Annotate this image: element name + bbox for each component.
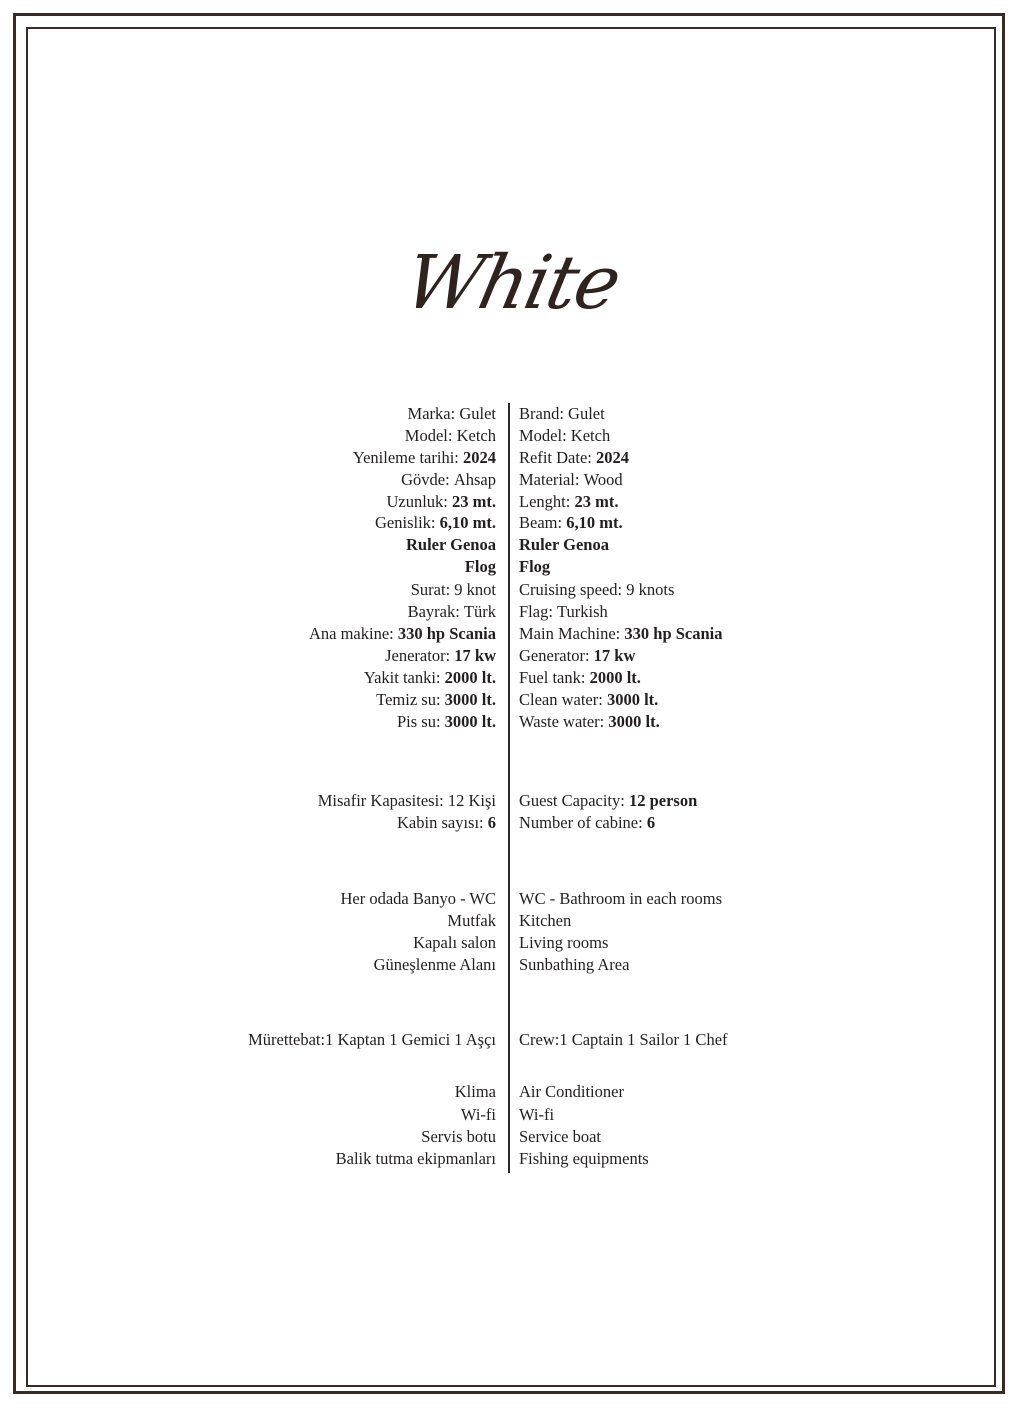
right-spec-row — [519, 469, 623, 491]
spec-value: Turkish — [557, 602, 608, 621]
spec-value: Ketch — [570, 426, 611, 445]
spec-value: Gulet — [568, 404, 605, 423]
left-spec-row — [375, 512, 496, 534]
spec-label: Kabin sayısı: — [397, 813, 484, 832]
right-spec-row — [519, 1104, 554, 1126]
spec-value: 6 — [646, 813, 656, 832]
spec-label: Gövde: — [401, 470, 450, 489]
spec-value: 6,10 mt. — [566, 513, 623, 532]
right-spec-row — [519, 954, 629, 976]
right-spec-row — [519, 667, 641, 689]
right-spec-row — [519, 447, 629, 469]
spec-value: Flog — [464, 557, 496, 576]
right-spec-row — [519, 534, 609, 556]
left-spec-row — [318, 790, 496, 812]
spec-label: Yakit tanki: — [363, 668, 441, 687]
left-spec-row — [248, 1029, 496, 1051]
right-spec-row — [519, 1148, 649, 1170]
right-spec-row — [519, 1081, 624, 1103]
spec-value: Sunbathing Area — [519, 955, 630, 974]
spec-label: Pis su: — [396, 712, 441, 731]
column-divider — [508, 403, 510, 1173]
left-spec-row — [465, 556, 496, 578]
right-spec-row — [519, 1126, 601, 1148]
spec-value: Fishing equipments — [519, 1149, 649, 1168]
left-spec-row — [408, 403, 496, 425]
spec-value: Flog — [519, 557, 551, 576]
spec-label: Cruising speed: — [519, 580, 623, 599]
left-spec-row — [411, 579, 496, 601]
spec-value: 2024 — [595, 448, 629, 467]
spec-value: 9 knot — [454, 580, 496, 599]
spec-label: Main Machine: — [519, 624, 621, 643]
left-spec-row — [376, 689, 496, 711]
spec-label: Guest Capacity: — [519, 791, 625, 810]
right-spec-row — [519, 888, 722, 910]
spec-value: Service boat — [519, 1127, 602, 1146]
spec-value: 12 person — [628, 791, 698, 810]
left-spec-row — [406, 534, 496, 556]
spec-value: 3000 lt. — [608, 712, 660, 731]
spec-value: Wi-fi — [460, 1105, 496, 1124]
spec-value: 17 kw — [454, 646, 496, 665]
spec-value: Crew:1 Captain 1 Sailor 1 Chef — [519, 1030, 728, 1049]
spec-label: Marka: — [407, 404, 456, 423]
spec-label: Material: — [519, 470, 580, 489]
left-spec-row — [341, 888, 497, 910]
right-spec-row — [519, 932, 608, 954]
spec-label: Model: — [404, 426, 453, 445]
left-spec-row — [336, 1148, 496, 1170]
left-spec-row — [385, 645, 496, 667]
spec-value: Ahsap — [453, 470, 496, 489]
spec-label: Clean water: — [519, 690, 603, 709]
spec-label: Waste water: — [519, 712, 605, 731]
spec-value: 9 knots — [626, 580, 675, 599]
spec-label: Generator: — [519, 646, 590, 665]
right-spec-row — [519, 512, 623, 534]
right-spec-row — [519, 790, 697, 812]
spec-label: Genislik: — [375, 513, 436, 532]
spec-label: Fuel tank: — [519, 668, 586, 687]
spec-label: Temiz su: — [376, 690, 441, 709]
spec-value: Servis botu — [421, 1127, 496, 1146]
right-spec-row — [519, 556, 550, 578]
spec-value: Mürettebat:1 Kaptan 1 Gemici 1 Aşçı — [248, 1030, 496, 1049]
page-title: White — [397, 240, 627, 326]
left-spec-row — [421, 1126, 496, 1148]
spec-label: Lenght: — [519, 492, 571, 511]
left-spec-row — [364, 667, 496, 689]
spec-value: Gulet — [459, 404, 496, 423]
spec-value: Ruler Genoa — [406, 535, 496, 554]
spec-value: 330 hp Scania — [624, 624, 723, 643]
spec-value: Türk — [463, 602, 496, 621]
spec-value: Mutfak — [447, 911, 496, 930]
spec-value: 6,10 mt. — [439, 513, 496, 532]
right-spec-row — [519, 910, 571, 932]
left-spec-row — [397, 711, 496, 733]
right-spec-row — [519, 601, 608, 623]
spec-value: Güneşlenme Alanı — [373, 955, 496, 974]
spec-value: 12 Kişi — [447, 791, 496, 810]
spec-value: 3000 lt. — [606, 690, 659, 709]
spec-label: Misafir Kapasitesi: — [317, 791, 444, 810]
spec-label: Flag: — [519, 602, 553, 621]
left-spec-row — [461, 1104, 496, 1126]
spec-value: 3000 lt. — [444, 690, 496, 709]
spec-value: Ruler Genoa — [519, 535, 609, 554]
spec-value: Living rooms — [519, 933, 609, 952]
left-spec-row — [447, 910, 496, 932]
spec-value: 23 mt. — [574, 492, 619, 511]
spec-label: Surat: — [410, 580, 451, 599]
left-spec-row — [374, 954, 496, 976]
spec-value: Ketch — [456, 426, 496, 445]
left-spec-row — [397, 812, 496, 834]
left-spec-row — [353, 447, 496, 469]
left-spec-row — [401, 469, 496, 491]
right-spec-row — [519, 403, 605, 425]
left-spec-row — [309, 623, 496, 645]
spec-label: Model: — [519, 426, 567, 445]
spec-value: Kapalı salon — [413, 933, 496, 952]
spec-label: Jenerator: — [385, 646, 451, 665]
spec-value: Wi-fi — [519, 1105, 555, 1124]
right-spec-row — [519, 689, 658, 711]
spec-value: WC - Bathroom in each rooms — [519, 889, 722, 908]
spec-label: Ana makine: — [308, 624, 394, 643]
right-spec-row — [519, 645, 635, 667]
spec-value: Kitchen — [519, 911, 572, 930]
right-spec-row — [519, 425, 610, 447]
right-spec-row — [519, 812, 655, 834]
left-spec-row — [455, 1081, 496, 1103]
right-spec-row — [519, 491, 618, 513]
spec-label: Refit Date: — [519, 448, 592, 467]
spec-label: Uzunluk: — [386, 492, 448, 511]
spec-value: 3000 lt. — [444, 712, 496, 731]
right-spec-row — [519, 623, 723, 645]
spec-value: Wood — [583, 470, 623, 489]
right-spec-row — [519, 579, 674, 601]
spec-value: 23 mt. — [452, 492, 496, 511]
left-spec-row — [405, 425, 496, 447]
left-spec-row — [386, 491, 496, 513]
spec-value: 2024 — [463, 448, 496, 467]
right-spec-row — [519, 711, 660, 733]
spec-value: Her odada Banyo - WC — [340, 889, 496, 908]
spec-value: Klima — [454, 1082, 496, 1101]
left-spec-row — [413, 932, 496, 954]
spec-value: 17 kw — [593, 646, 636, 665]
spec-label: Brand: — [519, 404, 564, 423]
spec-value: 330 hp Scania — [397, 624, 496, 643]
spec-label: Number of cabine: — [519, 813, 643, 832]
spec-label: Bayrak: — [407, 602, 460, 621]
spec-label: Yenileme tarihi: — [352, 448, 459, 467]
spec-value: Air Conditioner — [519, 1082, 624, 1101]
left-spec-row — [408, 601, 496, 623]
spec-value: Balik tutma ekipmanları — [335, 1149, 496, 1168]
spec-value: 2000 lt. — [589, 668, 641, 687]
spec-value: 2000 lt. — [444, 668, 496, 687]
spec-value: 6 — [487, 813, 496, 832]
right-spec-row — [519, 1029, 728, 1051]
spec-label: Beam: — [519, 513, 563, 532]
